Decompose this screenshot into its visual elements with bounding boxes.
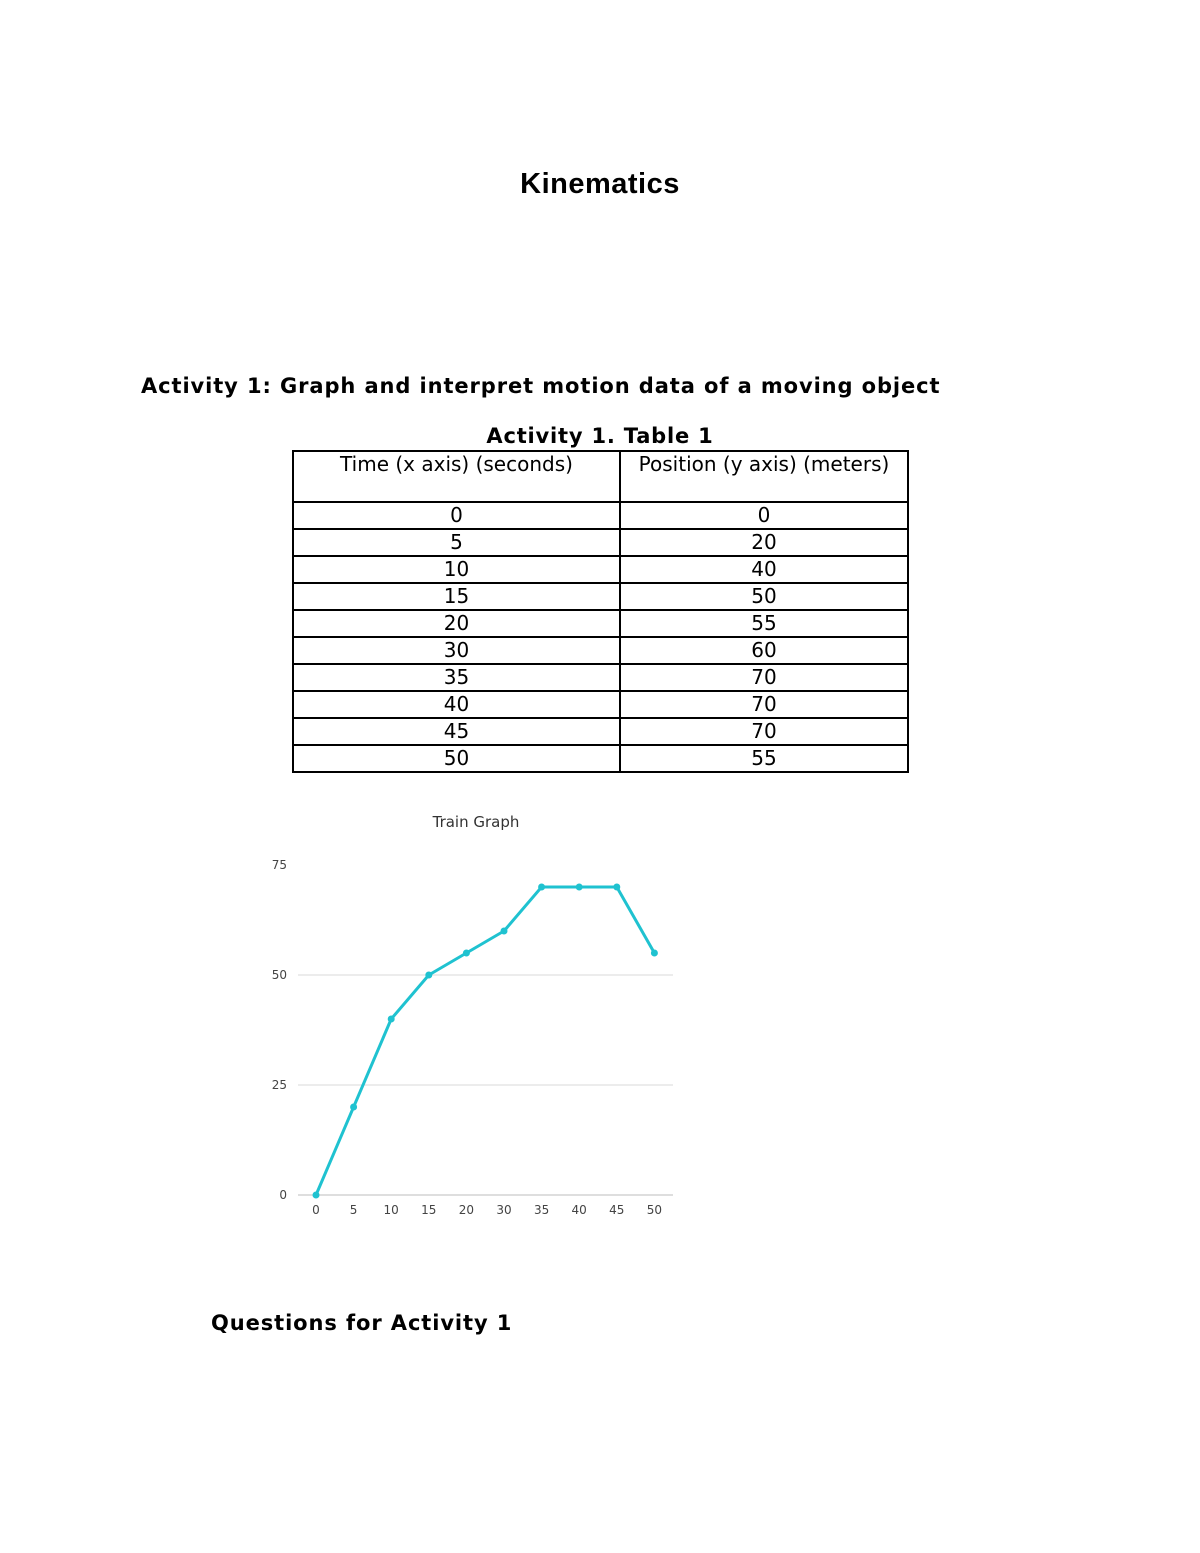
time-cell: 50 (293, 745, 620, 772)
table-row (293, 718, 908, 745)
activity-heading: Activity 1: Graph and interpret motion data of a moving object (141, 374, 941, 398)
chart-title: Train Graph (432, 813, 520, 831)
position-cell: 0 (620, 502, 908, 529)
table-row (293, 529, 908, 556)
y-tick-label: 50 (271, 968, 287, 982)
time-cell: 15 (293, 583, 620, 610)
position-cell: 55 (620, 610, 908, 637)
table-row (293, 637, 908, 664)
time-cell: 20 (293, 610, 620, 637)
table-row (293, 583, 908, 610)
questions-heading: Questions for Activity 1 (211, 1311, 513, 1335)
position-cell: 70 (620, 718, 908, 745)
data-table (292, 450, 909, 773)
position-cell: 55 (620, 745, 908, 772)
time-cell: 30 (293, 637, 620, 664)
data-point (388, 1016, 395, 1023)
data-point (613, 884, 620, 891)
y-tick-label: 75 (271, 858, 287, 872)
table-row (293, 502, 908, 529)
x-tick-label: 5 (349, 1203, 358, 1217)
position-column-header: Position (y axis) (meters) (620, 451, 908, 502)
time-cell: 40 (293, 691, 620, 718)
x-tick-label: 20 (458, 1203, 475, 1217)
table-row (293, 745, 908, 772)
table-header-row (293, 451, 908, 502)
x-tick-label: 0 (312, 1203, 320, 1217)
time-cell: 10 (293, 556, 620, 583)
data-point (501, 928, 508, 935)
data-point (350, 1104, 357, 1111)
table-caption: Activity 1. Table 1 (486, 424, 714, 448)
data-point (425, 972, 432, 979)
table-row (293, 610, 908, 637)
position-cell: 50 (620, 583, 908, 610)
time-cell: 0 (293, 502, 620, 529)
series-line (316, 887, 654, 1195)
data-point (651, 950, 658, 957)
time-cell: 35 (293, 664, 620, 691)
y-tick-label: 25 (271, 1078, 287, 1092)
x-tick-label: 35 (533, 1203, 550, 1217)
y-tick-label: 0 (279, 1188, 287, 1202)
x-tick-label: 50 (646, 1203, 663, 1217)
data-point (313, 1192, 320, 1199)
x-tick-label: 45 (609, 1203, 625, 1217)
x-tick-label: 15 (421, 1203, 437, 1217)
table-row (293, 664, 908, 691)
position-cell: 40 (620, 556, 908, 583)
page-title: Kinematics (520, 168, 680, 200)
x-tick-label: 30 (496, 1203, 512, 1217)
time-cell: 5 (293, 529, 620, 556)
train-graph-chart (260, 805, 690, 1225)
table-row (293, 691, 908, 718)
time-cell: 45 (293, 718, 620, 745)
data-point (576, 884, 583, 891)
position-cell: 70 (620, 664, 908, 691)
position-cell: 20 (620, 529, 908, 556)
x-tick-label: 10 (383, 1203, 399, 1217)
x-tick-label: 40 (571, 1203, 587, 1217)
data-point (538, 884, 545, 891)
position-cell: 60 (620, 637, 908, 664)
table-row (293, 556, 908, 583)
data-point (463, 950, 470, 957)
position-cell: 70 (620, 691, 908, 718)
time-column-header: Time (x axis) (seconds) (293, 451, 620, 502)
